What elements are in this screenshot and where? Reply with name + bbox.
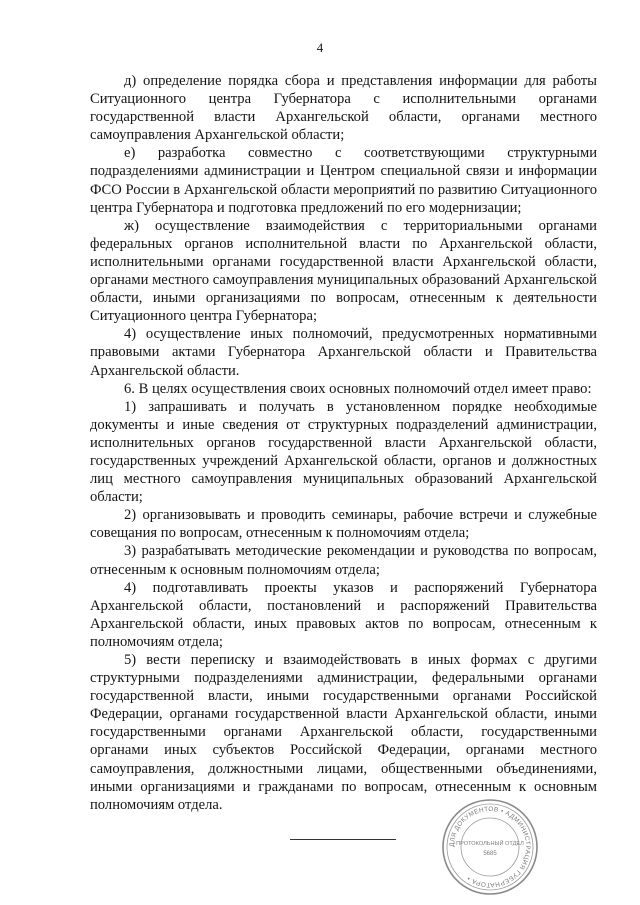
paragraph-4: 4) осуществление иных полномочий, предусмотренных нормативными правовыми актами Губернатора Архангельской области и Правительства Архангельской области. xyxy=(90,326,597,379)
svg-text:ПРОТОКОЛЬНЫЙ ОТДЕЛ: ПРОТОКОЛЬНЫЙ ОТДЕЛ xyxy=(456,841,524,847)
signature-line xyxy=(290,839,396,840)
svg-text:5685: 5685 xyxy=(483,851,497,857)
paragraph-zh: ж) осуществление взаимодействия с территориальными органами федеральных органов исполнительной власти по Архангельской области, исполнительными органами государственной власти Архангельской области, органами местного самоуправления муниципальных образований Архангельской области, иными организациями по вопросам, отнесенным к деятельности Ситуационного центра Губернатора; xyxy=(90,217,597,325)
svg-text:ДЛЯ ДОКУМЕНТОВ • АДМИНИСТРАЦИЯ: ДЛЯ ДОКУМЕНТОВ • АДМИНИСТРАЦИЯ ГУБЕРНАТОРА • xyxy=(448,805,532,889)
right-item-1: 1) запрашивать и получать в установленном порядке необходимые документы и иные сведения от структурных подразделений администрации, исполнительных органов государственной власти Архангельской области, государственных учреждений Архангельской области, органов и должностных лиц местного самоуправления муниципальных образований Архангельской области; xyxy=(90,398,597,506)
document-body xyxy=(90,72,597,814)
paragraph-e: е) разработка совместно с соответствующими структурными подразделениями администрации и Центром специальной связи и информации ФСО России в Архангельской области мероприятий по развитию Ситуационного центра Губернатора и подготовка предложений по его модернизации; xyxy=(90,145,597,216)
right-item-5: 5) вести переписку и взаимодействовать в иных формах с другими структурными подразделениями администрации, федеральными органами государственной власти, иными государственными органами Российской Федерации, органами государственной власти Архангельской области, иными государственными органами Архангельской области, государственными органами иных субъектов Российской Федерации, органами местного самоуправления, должностными лицами, общественными объединениями, иными организациями и гражданами по вопросам, отнесенным к основным полномочиям отдела. xyxy=(90,652,597,813)
right-item-4: 4) подготавливать проекты указов и распоряжений Губернатора Архангельской области, постановлений и распоряжений Правительства Архангельской области, иных правовых актов по вопросам, отнесенным к полномочиям отдела; xyxy=(90,579,597,650)
paragraph-6: 6. В целях осуществления своих основных полномочий отдел имеет право: xyxy=(124,380,592,397)
right-item-3: 3) разрабатывать методические рекомендации и руководства по вопросам, отнесенным к основным полномочиям отдела; xyxy=(90,543,597,578)
paragraph-d: д) определение порядка сбора и представления информации для работы Ситуационного центра Губернатора с исполнительными органами государственной власти Архангельской области, органами местного самоуправления Архангельской области; xyxy=(90,73,597,144)
official-seal-stamp xyxy=(440,797,540,897)
page-number: 4 xyxy=(316,40,324,55)
right-item-2: 2) организовывать и проводить семинары, рабочие встречи и служебные совещания по вопросам, отнесенным к полномочиям отдела; xyxy=(90,507,597,542)
